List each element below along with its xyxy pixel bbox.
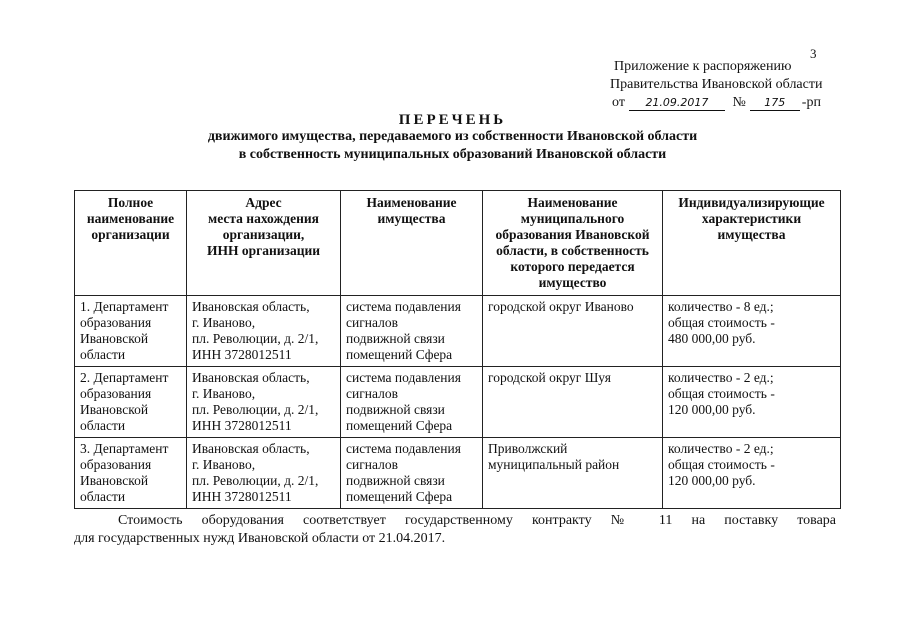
cell-text-line: система подавления [346, 299, 461, 314]
cell-address [187, 296, 341, 367]
cell-text-line: количество - 8 ед.; [668, 299, 774, 314]
appendix-line-1: Приложение к распоряжению [614, 59, 792, 74]
cell-text-line: муниципального [520, 211, 625, 226]
cell-municipality [483, 367, 663, 438]
cell-text-line: характеристики [701, 211, 802, 226]
cell-text-line: 1. Департамент [80, 299, 169, 314]
cell-text-line: имущество [538, 275, 607, 290]
cell-text-line: образования [80, 457, 152, 472]
table-row [75, 438, 841, 509]
cell-text-line: ИНН 3728012511 [192, 418, 292, 433]
cell-characteristics [663, 367, 841, 438]
cell-text-line: имущества [377, 211, 446, 226]
cell-text-line: количество - 2 ед.; [668, 441, 774, 456]
cell-address [187, 438, 341, 509]
cell-text-line: которого передается [510, 259, 635, 274]
handwritten-date: 21.09.2017 [629, 96, 725, 111]
cell-property-name [341, 296, 483, 367]
cell-text-line: система подавления [346, 441, 461, 456]
cell-text-line: г. Иваново, [192, 315, 256, 330]
footer-line-1: Стоимость оборудования соответствует государственному контракту № 11 на поставку товара [118, 513, 836, 528]
cell-text-line: организации, [222, 227, 305, 242]
cell-text-line: области [80, 418, 126, 433]
cell-text-line: количество - 2 ед.; [668, 370, 774, 385]
subtitle-line-1: движимого имущества, передаваемого из собственности Ивановской области [207, 129, 698, 144]
header-property-name [341, 191, 483, 296]
cell-text-line: Индивидуализирующие [678, 195, 825, 210]
cell-text-line: подвижной связи [346, 331, 445, 346]
cell-property-name [341, 438, 483, 509]
cell-text-line: 3. Департамент [80, 441, 169, 456]
footer-note [74, 512, 836, 548]
cell-text-line: Ивановской [80, 473, 149, 488]
cell-text-line: ИНН 3728012511 [192, 347, 292, 362]
header-characteristics [663, 191, 841, 296]
cell-text-line: помещений Сфера [346, 489, 453, 504]
cell-text-line: общая стоимость - [668, 386, 775, 401]
cell-text-line: 480 000,00 руб. [668, 331, 756, 346]
table-header-row [75, 191, 841, 296]
subtitle-line-2: в собственность муниципальных образований Ивановской области [238, 147, 667, 162]
number-prefix: № [732, 95, 746, 110]
cell-org-name [75, 296, 187, 367]
cell-text-line: общая стоимость - [668, 315, 775, 330]
cell-text-line: подвижной связи [346, 402, 445, 417]
cell-text-line: Наименование [527, 195, 618, 210]
cell-text-line: места нахождения [208, 211, 319, 226]
cell-property-name [341, 367, 483, 438]
cell-text-line: Ивановская область, [192, 441, 310, 456]
cell-text-line: ИНН организации [206, 243, 321, 258]
cell-text-line: ИНН 3728012511 [192, 489, 292, 504]
cell-text-line: образования [80, 386, 152, 401]
cell-text-line: образования Ивановской [495, 227, 650, 242]
cell-text-line: Наименование [366, 195, 457, 210]
cell-text-line: пл. Революции, д. 2/1, [192, 473, 319, 488]
header-org-name [75, 191, 187, 296]
cell-text-line: помещений Сфера [346, 347, 453, 362]
cell-address [187, 367, 341, 438]
appendix-line-2: Правительства Ивановской области [610, 77, 823, 92]
cell-text-line: области [80, 347, 126, 362]
cell-text-line: сигналов [346, 386, 398, 401]
handwritten-number: 175 [750, 96, 800, 111]
cell-text-line: Полное [107, 195, 154, 210]
cell-org-name [75, 438, 187, 509]
property-table [74, 190, 841, 509]
cell-text-line: сигналов [346, 457, 398, 472]
cell-text-line: пл. Революции, д. 2/1, [192, 331, 319, 346]
cell-text-line: Ивановская область, [192, 299, 310, 314]
cell-characteristics [663, 438, 841, 509]
cell-text-line: организации [91, 227, 170, 242]
cell-characteristics [663, 296, 841, 367]
cell-text-line: 120 000,00 руб. [668, 402, 756, 417]
cell-text-line: г. Иваново, [192, 386, 256, 401]
cell-text-line: Ивановская область, [192, 370, 310, 385]
cell-text-line: городской округ Иваново [488, 299, 634, 314]
number-suffix: -рп [801, 95, 821, 110]
table-row [75, 296, 841, 367]
appendix-block [586, 58, 836, 112]
document-title: ПЕРЕЧЕНЬ [398, 112, 507, 128]
cell-text-line: городской округ Шуя [488, 370, 611, 385]
cell-text-line: Ивановской [80, 402, 149, 417]
table-row [75, 367, 841, 438]
cell-text-line: области, в собственность [496, 243, 649, 258]
cell-text-line: муниципальный район [488, 457, 620, 472]
cell-text-line: 120 000,00 руб. [668, 473, 756, 488]
cell-text-line: г. Иваново, [192, 457, 256, 472]
cell-text-line: Ивановской [80, 331, 149, 346]
cell-text-line: общая стоимость - [668, 457, 775, 472]
cell-text-line: наименование [86, 211, 175, 226]
cell-text-line: имущества [717, 227, 786, 242]
cell-municipality [483, 296, 663, 367]
cell-text-line: Адрес [245, 195, 282, 210]
footer-line-2: для государственных нужд Ивановской области от 21.04.2017. [74, 531, 446, 546]
appendix-date-line [586, 94, 836, 112]
header-municipality [483, 191, 663, 296]
cell-text-line: сигналов [346, 315, 398, 330]
cell-text-line: пл. Революции, д. 2/1, [192, 402, 319, 417]
date-prefix: от [612, 95, 625, 110]
cell-text-line: Приволжский [488, 441, 568, 456]
cell-text-line: помещений Сфера [346, 418, 453, 433]
header-address [187, 191, 341, 296]
cell-text-line: подвижной связи [346, 473, 445, 488]
cell-text-line: области [80, 489, 126, 504]
cell-org-name [75, 367, 187, 438]
document-subtitle [0, 128, 905, 164]
cell-municipality [483, 438, 663, 509]
cell-text-line: 2. Департамент [80, 370, 169, 385]
cell-text-line: образования [80, 315, 152, 330]
page-number: 3 [810, 46, 817, 61]
cell-text-line: система подавления [346, 370, 461, 385]
